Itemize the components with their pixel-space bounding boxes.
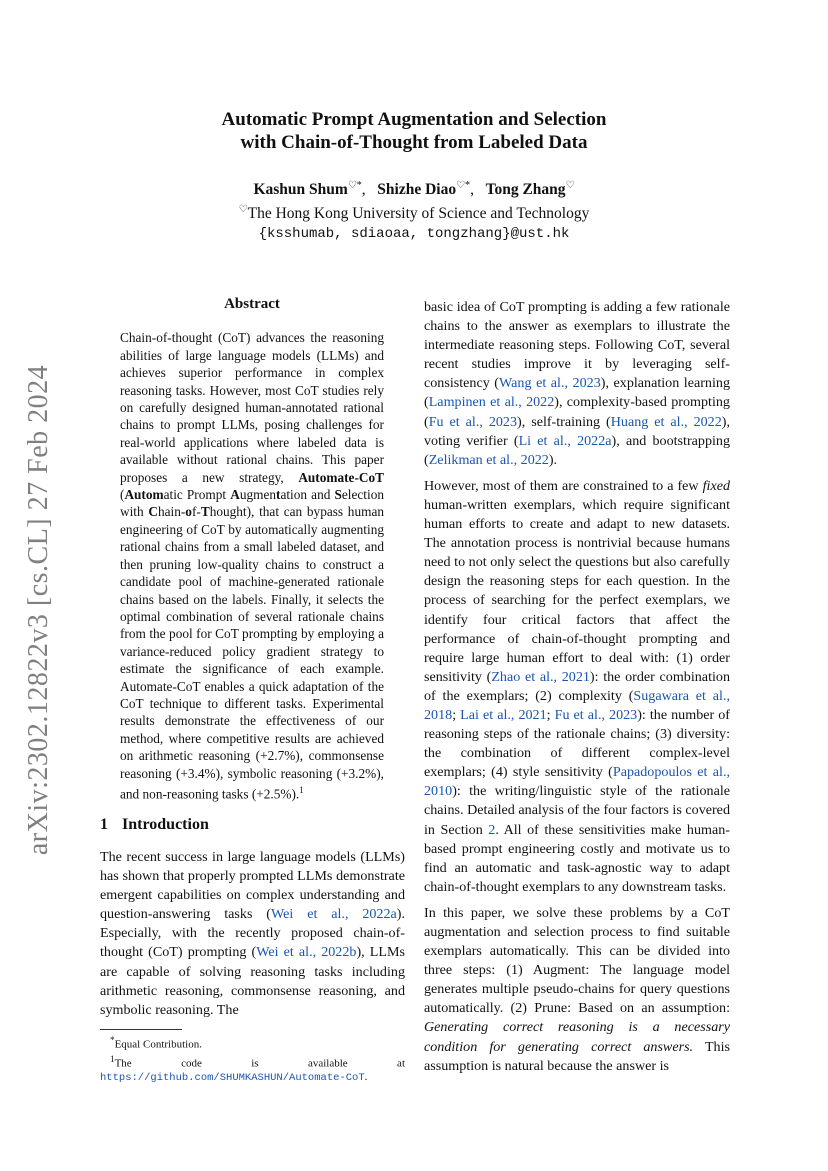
citation-link[interactable]: Fu et al., 2023 xyxy=(554,706,638,723)
footnote-code xyxy=(100,1052,405,1086)
citation-link[interactable]: Wang et al., 2023 xyxy=(499,375,601,392)
bold-text: Autom xyxy=(124,487,164,503)
citation-link[interactable]: Wei et al., 2022b xyxy=(256,944,357,961)
affiliation-mark: ♡ xyxy=(238,204,248,216)
text-run: ). xyxy=(548,451,558,468)
paper-title xyxy=(100,108,728,154)
footnote-star-mark: * xyxy=(110,1035,115,1045)
footnotes xyxy=(100,1033,405,1085)
intro-paragraph-1 xyxy=(100,848,405,1020)
bold-text: o xyxy=(185,504,192,520)
text-run: ation and xyxy=(280,487,335,503)
author-1-mark: ♡* xyxy=(347,180,362,191)
bold-text: C xyxy=(148,504,158,520)
author-names: Kashun Shum♡*, Shizhe Diao♡*, Tong Zhang♡ xyxy=(253,180,575,199)
author-emails: {ksshumab, sdiaoaa, tongzhang}@ust.hk xyxy=(258,226,570,243)
footnote-1-mark: 1 xyxy=(110,1053,115,1064)
text-run: In this paper, we solve these problems by a CoT augmentation and selection process to find suitable exemplars automatically. This can be divided into three steps: (1) Augment: The language model generates multiple pseudo-chains for query questions automatically. (2) Prune: Based on an assumption: xyxy=(424,904,730,1017)
citation-link[interactable]: Lampinen et al., 2022 xyxy=(428,394,555,411)
text-run: ): the writing/linguistic style of the rationale chains. Detailed analysis of the four factors is covered in Section xyxy=(424,783,730,838)
citation-link[interactable]: Huang et al., 2022 xyxy=(610,413,722,430)
author-2: Shizhe Diao xyxy=(377,181,457,199)
footnote-rule xyxy=(100,1029,182,1030)
text-run: ), explanation learning ( xyxy=(424,375,730,411)
text-run: basic idea of CoT prompting is adding a few rationale chains to the answer as exemplars to illustrate the intermediate reasoning steps. Following CoT, several recent studies improve it by leveraging self-consistency ( xyxy=(424,299,730,392)
author-3: Tong Zhang xyxy=(485,181,566,199)
text-run: ): the order combination of the exemplars; (2) complexity ( xyxy=(424,668,730,704)
text-run: hought), that can bypass human engineering of CoT by automatically augmenting rational chains from a small labeled dataset, and then pruning low-quality chains to construct a candidate pool of machine-generated rationale chains based on the labels. Finally, it selects the optimal combination of several rationale chains from the pool for CoT prompting by employing a variance-reduced policy gradient strategy to estimate the significance of each example. Automate-CoT enables a quick adaptation of the CoT technique to different tasks. Experimental results demonstrate the effectiveness of our method, where competitive results are achieved on arithmetic reasoning (+2.7%), commonsense reasoning (+3.4%), symbolic reasoning (+3.2%), and non-reasoning tasks (+2.5%). xyxy=(120,504,385,802)
citation-link[interactable]: Papadopoulos et al., 2010 xyxy=(424,764,730,800)
bold-text: t xyxy=(276,487,281,503)
abstract-footnote-mark[interactable]: 1 xyxy=(299,784,304,795)
citation-link[interactable]: Zelikman et al., 2022 xyxy=(428,451,549,468)
text-run: Chain-of-thought (CoT) advances the reasoning abilities of large language models (LLMs) and achieves superior performance in complex reasoning tasks. However, most CoT studies rely on carefully designed human-annotated rational chains to prompt LLMs, posing challenges for real-world applications where labeled data is available without rational chains. This paper proposes a new strategy, xyxy=(120,330,384,485)
citation-link[interactable]: Lai et al., 2021 xyxy=(460,706,547,723)
abstract xyxy=(120,296,384,810)
intro-paragraph-2 xyxy=(424,477,730,897)
section-heading-introduction xyxy=(100,816,209,834)
code-repository-link[interactable]: https://github.com/SHUMKASHUN/Automate-CoT xyxy=(100,1072,365,1085)
text-run: The recent success in large language models (LLMs) has shown that properly prompted LLMs demonstrate emergent capabilities on complex understanding and question-answering tasks ( xyxy=(100,849,405,923)
arxiv-sidebar xyxy=(24,360,54,860)
title-line-2: with Chain-of-Thought from Labeled Data xyxy=(240,132,588,153)
text-run: ugmen xyxy=(239,487,277,503)
text-run: ): the number of reasoning steps of the rationale chains; (3) diversity: the combination of different complex-level exemplars; (4) style sensitivity ( xyxy=(424,706,730,781)
text-run: This assumption is natural because the answer is xyxy=(424,1038,731,1074)
intro-paragraph-1-cont xyxy=(424,298,730,470)
arxiv-identifier: arXiv:2302.12822v3 [cs.CL] 27 Feb 2024 xyxy=(23,364,54,856)
text-run: ), self-training ( xyxy=(517,413,611,430)
text-run: atic Prompt xyxy=(163,487,231,503)
text-run: ). Especially, with the recently proposed chain-of-thought (CoT) prompting ( xyxy=(100,906,405,961)
bold-text: T xyxy=(200,504,210,520)
affiliation xyxy=(100,200,728,224)
author-3-mark: ♡ xyxy=(565,180,575,191)
text-run: f- xyxy=(191,504,201,520)
footnote-1-text: The code is available at xyxy=(114,1057,405,1070)
text-run: ), complexity-based prompting ( xyxy=(424,394,730,430)
text-run: ; xyxy=(452,706,461,723)
text-run: . All of these sensitivities make human-based prompt engineering costly and motivate us to find an automatic and task-agnostic way to adapt chain-of-thought exemplars to any downstream tasks. xyxy=(424,821,730,895)
bold-text: Automate-CoT xyxy=(298,469,384,485)
affiliation-text: The Hong Kong University of Science and Technology xyxy=(247,205,590,223)
abstract-body xyxy=(120,329,384,802)
bold-text: S xyxy=(334,487,342,503)
citation-link[interactable]: Zhao et al., 2021 xyxy=(491,668,590,685)
footnote-star-text: Equal Contribution. xyxy=(114,1038,202,1051)
text-run: hain- xyxy=(157,504,186,520)
section-number: 1 xyxy=(100,816,108,833)
text-run: ), LLMs are capable of solving reasoning tasks including arithmetic reasoning, commonsense reasoning, and symbolic reasoning. The xyxy=(100,944,405,1018)
abstract-heading: Abstract xyxy=(224,296,280,312)
text-run: ), and bootstrapping ( xyxy=(424,432,730,468)
intro-right-column xyxy=(424,298,730,1083)
italic-text: fixed xyxy=(702,477,730,494)
text-run: human-written exemplars, which require significant human efforts to create and adapt to new datasets. The annotation process is nontrivial because humans need to not only select the questions but also carefully design the reasoning steps for each question. In the process of searching for the perfect exemplars, we identify four critical factors that affect the performance of chain-of-thought prompting and require large human effort to deal with: (1) order sensitivity ( xyxy=(424,496,730,685)
author-2-mark: ♡* xyxy=(456,180,471,191)
text-run: However, most of them are constrained to a few xyxy=(424,477,703,494)
text-run: ( xyxy=(120,487,125,503)
section-title: Introduction xyxy=(122,816,209,833)
citation-link[interactable]: Li et al., 2022a xyxy=(518,432,612,449)
author-block xyxy=(100,176,728,244)
bold-text: A xyxy=(230,487,240,503)
intro-left-column xyxy=(100,848,405,1027)
title-line-1: Automatic Prompt Augmentation and Selection xyxy=(221,109,607,130)
author-1: Kashun Shum xyxy=(253,181,348,199)
footnote-1-end: . xyxy=(364,1071,368,1084)
citation-link[interactable]: Wei et al., 2022a xyxy=(271,906,397,923)
italic-text: Generating correct reasoning is a necessary condition for generating correct answers. xyxy=(424,1019,730,1055)
text-run: ), voting verifier ( xyxy=(424,413,730,449)
text-run: election with xyxy=(120,487,384,520)
footnote-equal-contribution xyxy=(100,1033,405,1052)
citation-link[interactable]: Sugawara et al., 2018 xyxy=(424,687,730,723)
intro-paragraph-3 xyxy=(424,904,730,1076)
text-run: ; xyxy=(546,706,555,723)
citation-link[interactable]: 2 xyxy=(488,821,496,838)
citation-link[interactable]: Fu et al., 2023 xyxy=(428,413,518,430)
